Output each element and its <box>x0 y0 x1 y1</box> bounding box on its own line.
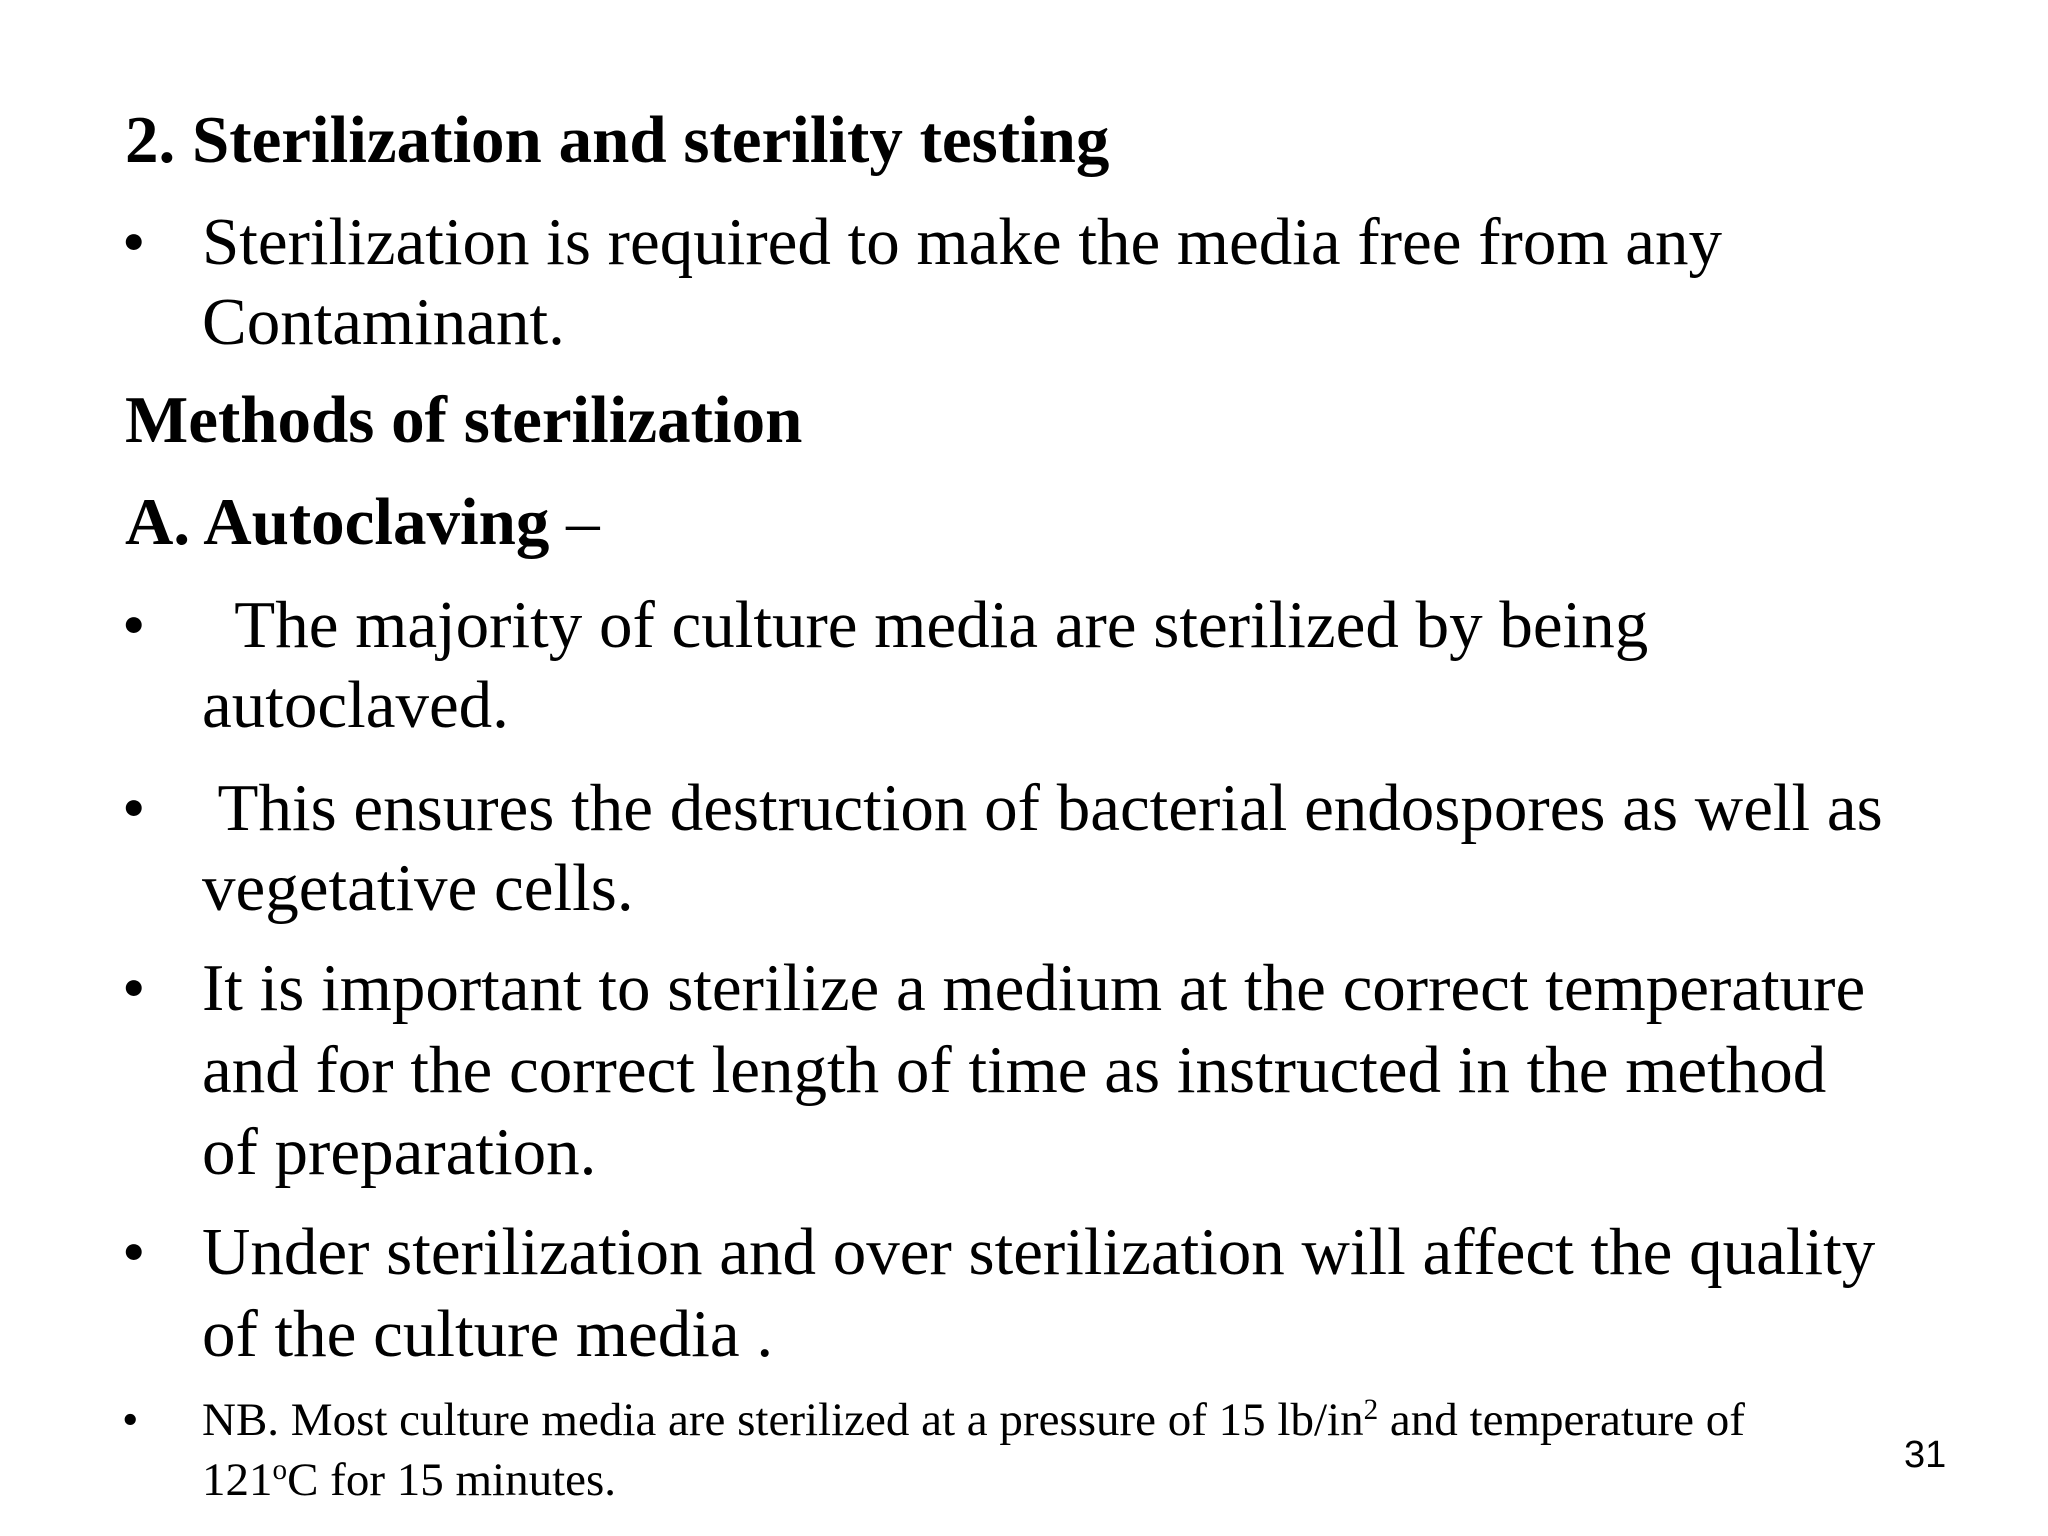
bullet-glyph: • <box>122 951 146 1025</box>
intro-bullet-line-1: Sterilization is required to make the media free from any <box>202 205 1722 279</box>
bullet-glyph: • <box>122 588 146 662</box>
bullet-glyph: • <box>122 1394 139 1446</box>
bullet-3-line-1: It is important to sterilize a medium at the correct temperature <box>202 951 1866 1025</box>
bullet-3-line-3: of preparation. <box>202 1115 597 1189</box>
bullet-2-line-1: This ensures the destruction of bacterial endospores as well as <box>202 771 1883 845</box>
section-title: Methods of sterilization <box>125 383 803 457</box>
note-line-2 <box>202 1450 616 1510</box>
bullet-glyph: • <box>122 771 146 845</box>
bullet-1-line-1: The majority of culture media are sterilized by being <box>202 588 1649 662</box>
note-text-1: NB. Most culture media are sterilized at a pressure of 15 lb/in <box>202 1394 1364 1446</box>
bullet-2-line-2: vegetative cells. <box>202 851 634 925</box>
note-temp-value: 121 <box>202 1454 273 1506</box>
note-text-3: C for 15 minutes. <box>287 1454 617 1506</box>
note-superscript-2: 2 <box>1363 1393 1379 1426</box>
bullet-4-line-2: of the culture media . <box>202 1297 774 1371</box>
bullet-3-line-2: and for the correct length of time as instructed in the method <box>202 1033 1827 1107</box>
slide-heading: 2. Sterilization and sterility testing <box>125 103 1110 177</box>
page-number: 31 <box>1904 1434 1947 1476</box>
bullet-glyph: • <box>122 205 146 279</box>
intro-bullet-line-2: Contaminant. <box>202 285 565 359</box>
subsection-dash: – <box>549 485 600 559</box>
note-text-2: and temperature of <box>1378 1394 1745 1446</box>
bullet-1-line-2: autoclaved. <box>202 668 509 742</box>
subsection-title <box>125 482 600 562</box>
bullet-glyph: • <box>122 1215 146 1289</box>
subsection-title-text: A. Autoclaving <box>125 485 550 559</box>
note-line-1 <box>202 1390 1745 1450</box>
note-degree-superscript: o <box>272 1453 288 1486</box>
bullet-4-line-1: Under sterilization and over sterilization will affect the quality <box>202 1215 1876 1289</box>
